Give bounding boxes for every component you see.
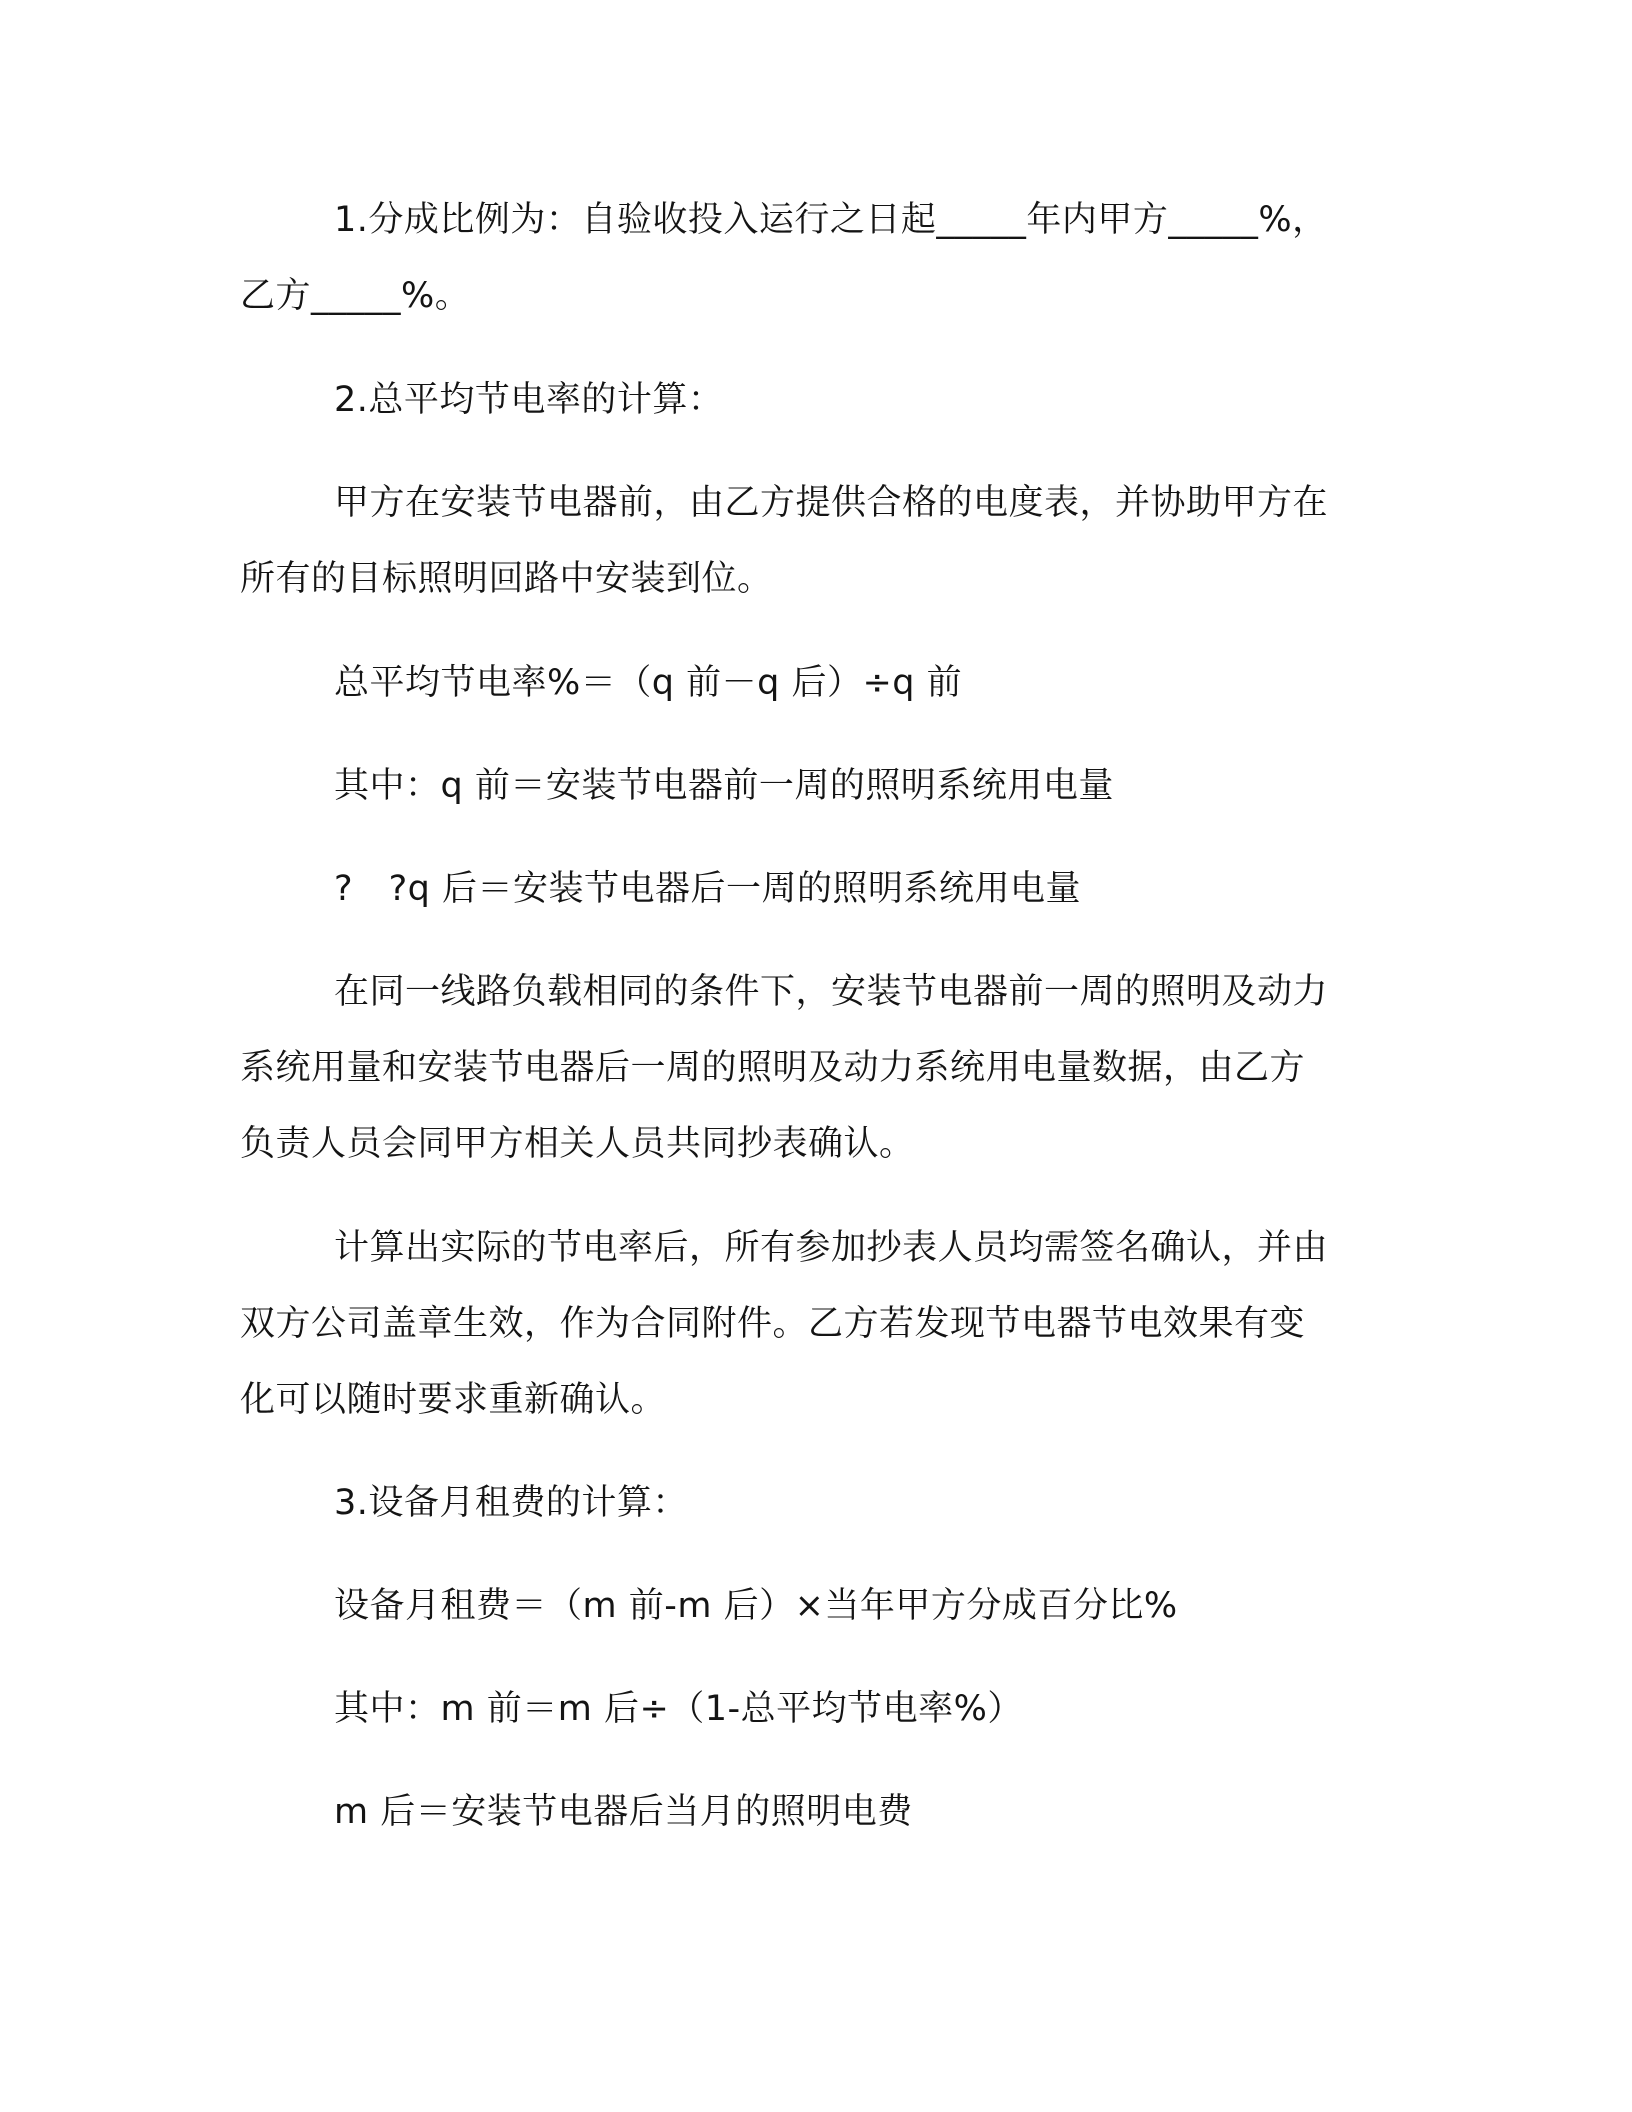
paragraph-line: 总平均节电率%＝（q 前－q 后）÷q 前 bbox=[334, 663, 963, 703]
paragraph-line: 3.设备月租费的计算： bbox=[334, 1483, 688, 1523]
paragraph-9 bbox=[334, 1465, 1484, 1541]
paragraph-7 bbox=[240, 954, 1484, 1182]
paragraph-line: 设备月租费＝（m 前-m 后）×当年甲方分成百分比% bbox=[334, 1586, 1178, 1626]
paragraph-line: 其中：m 前＝m 后÷（1-总平均节电率%） bbox=[334, 1689, 1023, 1729]
paragraph-4 bbox=[334, 645, 1484, 721]
paragraph-line: 所有的目标照明回路中安装到位。 bbox=[240, 559, 773, 599]
paragraph-line: 其中：q 前＝安装节电器前一周的照明系统用电量 bbox=[334, 766, 1114, 806]
paragraph-line: 化可以随时要求重新确认。 bbox=[240, 1380, 667, 1420]
paragraph-1 bbox=[240, 182, 1484, 334]
paragraph-line: 负责人员会同甲方相关人员共同抄表确认。 bbox=[240, 1124, 915, 1164]
paragraph-6 bbox=[334, 851, 1484, 927]
paragraph-8 bbox=[240, 1210, 1484, 1438]
paragraph-11 bbox=[334, 1671, 1484, 1747]
paragraph-10 bbox=[334, 1568, 1484, 1644]
paragraph-line: 计算出实际的节电率后，所有参加抄表人员均需签名确认，并由 bbox=[334, 1228, 1329, 1268]
paragraph-5 bbox=[334, 748, 1484, 824]
paragraph-line: 系统用量和安装节电器后一周的照明及动力系统用电量数据，由乙方 bbox=[240, 1048, 1306, 1088]
paragraph-line: m 后＝安装节电器后当月的照明电费 bbox=[334, 1792, 913, 1832]
paragraph-line: 在同一线路负载相同的条件下，安装节电器前一周的照明及动力 bbox=[334, 972, 1329, 1012]
paragraph-2 bbox=[334, 362, 1484, 438]
paragraph-line: 1.分成比例为：自验收投入运行之日起_____年内甲方_____%， bbox=[334, 200, 1328, 240]
paragraph-line: 2.总平均节电率的计算： bbox=[334, 380, 724, 420]
paragraph-line: 双方公司盖章生效，作为合同附件。乙方若发现节电器节电效果有变 bbox=[240, 1304, 1306, 1344]
paragraph-line: 甲方在安装节电器前，由乙方提供合格的电度表，并协助甲方在 bbox=[334, 483, 1329, 523]
paragraph-line: ? ?q 后＝安装节电器后一周的照明系统用电量 bbox=[334, 869, 1081, 909]
paragraph-3 bbox=[240, 465, 1484, 617]
paragraph-12 bbox=[334, 1774, 1484, 1850]
paragraph-line: 乙方_____%。 bbox=[240, 276, 471, 316]
